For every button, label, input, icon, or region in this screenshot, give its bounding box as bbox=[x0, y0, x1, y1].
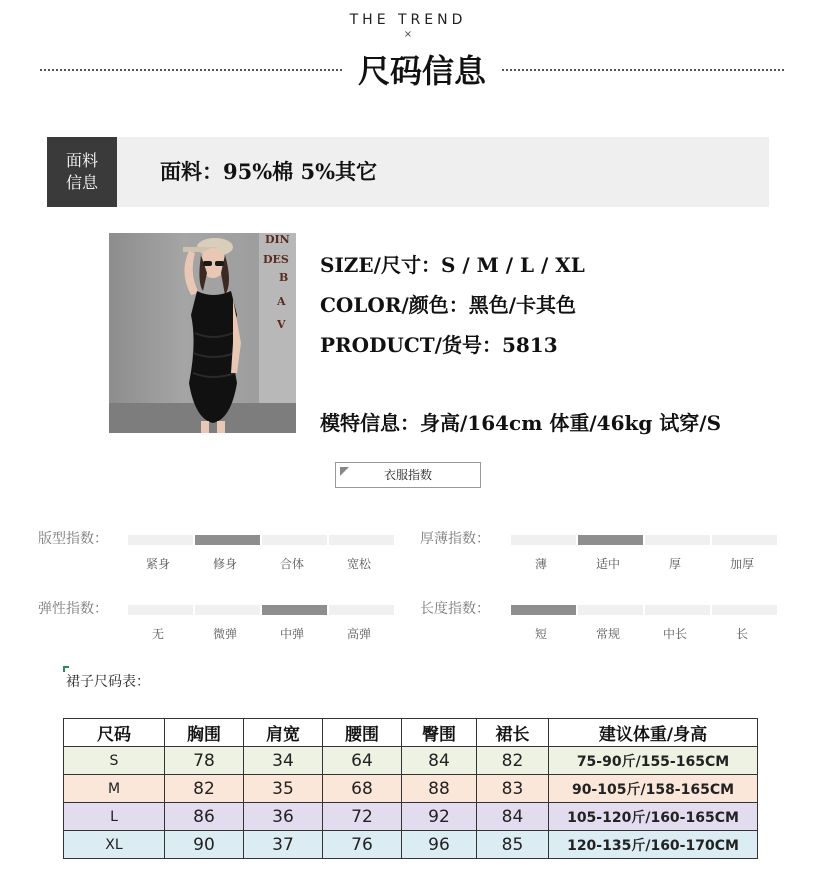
clothing-index-label: 衣服指数 bbox=[383, 468, 432, 482]
product-photo-illustration bbox=[109, 233, 296, 433]
index-segment bbox=[511, 535, 576, 545]
index-option-label: 修身 bbox=[212, 557, 237, 571]
index-option-label: 常规 bbox=[595, 627, 620, 641]
measurement-cell: 37 bbox=[244, 831, 323, 859]
index-option-label: 紧身 bbox=[145, 557, 170, 571]
index-option-label: 薄 bbox=[534, 557, 547, 571]
size-table bbox=[63, 718, 758, 859]
brand-mark: × bbox=[403, 29, 413, 40]
page-title: 尺码信息 bbox=[357, 52, 486, 90]
fabric-tag-label: 面料信息 bbox=[65, 151, 98, 192]
size-spec: SIZE/尺寸：S / M / L / XL bbox=[320, 253, 585, 277]
title-divider-left bbox=[40, 69, 342, 71]
recommendation-cell: 75-90斤/155-165CM bbox=[549, 747, 758, 775]
measurement-cell: 78 bbox=[165, 747, 244, 775]
measurement-cell: 88 bbox=[402, 775, 477, 803]
size-table-header bbox=[64, 719, 758, 747]
measurement-cell: 72 bbox=[323, 803, 402, 831]
title-divider-right bbox=[502, 69, 784, 71]
index-option-label: 合体 bbox=[279, 557, 304, 571]
header-skirt-length: 裙长 bbox=[477, 719, 549, 747]
index-option-label: 加厚 bbox=[729, 557, 754, 571]
measurement-cell: 36 bbox=[244, 803, 323, 831]
index-label: 版型指数： bbox=[38, 531, 108, 547]
index-segment bbox=[645, 605, 710, 615]
index-segment-selected bbox=[195, 535, 260, 545]
recommendation-cell: 90-105斤/158-165CM bbox=[549, 775, 758, 803]
size-table-row bbox=[64, 747, 758, 775]
header-bust: 胸围 bbox=[165, 719, 244, 747]
measurement-cell: 82 bbox=[165, 775, 244, 803]
fabric-tag bbox=[47, 137, 117, 207]
measurement-cell: 86 bbox=[165, 803, 244, 831]
clothing-index-button bbox=[335, 462, 481, 488]
header-recommendation: 建议体重/身高 bbox=[549, 719, 758, 747]
size-table-row bbox=[64, 775, 758, 803]
index-segment bbox=[195, 605, 260, 615]
index-option-label: 长 bbox=[735, 627, 748, 641]
recommendation-cell: 105-120斤/160-165CM bbox=[549, 803, 758, 831]
size-cell: XL bbox=[64, 831, 165, 859]
color-spec: COLOR/颜色：黑色/卡其色 bbox=[320, 293, 577, 317]
index-segment-selected bbox=[578, 535, 643, 545]
measurement-cell: 84 bbox=[402, 747, 477, 775]
size-table-caption: 裙子尺码表： bbox=[66, 674, 150, 690]
recommendation-cell: 120-135斤/160-170CM bbox=[549, 831, 758, 859]
index-option-label: 无 bbox=[151, 627, 164, 641]
index-option-label: 适中 bbox=[595, 557, 620, 571]
index-option-label: 宽松 bbox=[346, 557, 371, 571]
photo-sign-1: DIN bbox=[265, 233, 290, 246]
size-cell: M bbox=[64, 775, 165, 803]
product-number-spec: PRODUCT/货号：5813 bbox=[320, 333, 558, 357]
header-waist: 腰围 bbox=[323, 719, 402, 747]
index-segment-selected bbox=[262, 605, 327, 615]
photo-sign-5: V bbox=[277, 318, 286, 331]
index-segment bbox=[712, 535, 777, 545]
header-size: 尺码 bbox=[64, 719, 165, 747]
measurement-cell: 34 bbox=[244, 747, 323, 775]
photo-sign-2: DES bbox=[263, 253, 289, 266]
measurement-cell: 76 bbox=[323, 831, 402, 859]
product-photo bbox=[109, 233, 296, 433]
index-label: 弹性指数： bbox=[38, 601, 108, 617]
index-segment bbox=[712, 605, 777, 615]
index-option-label: 中长 bbox=[662, 627, 687, 641]
brand-name: THE TREND bbox=[349, 12, 467, 28]
fabric-text: 面料：95%棉 5%其它 bbox=[160, 159, 378, 184]
measurement-cell: 84 bbox=[477, 803, 549, 831]
index-segment bbox=[645, 535, 710, 545]
header-shoulder: 肩宽 bbox=[244, 719, 323, 747]
photo-sign-4: A bbox=[277, 295, 286, 308]
index-option-label: 高弹 bbox=[346, 627, 371, 641]
measurement-cell: 96 bbox=[402, 831, 477, 859]
index-segment bbox=[128, 535, 193, 545]
size-cell: L bbox=[64, 803, 165, 831]
photo-sign-3: B bbox=[279, 271, 289, 284]
index-segment bbox=[329, 605, 394, 615]
index-label: 厚薄指数： bbox=[420, 531, 490, 547]
index-label: 长度指数： bbox=[420, 601, 490, 617]
measurement-cell: 64 bbox=[323, 747, 402, 775]
fabric-band bbox=[47, 137, 769, 207]
model-info-spec: 模特信息：身高/164cm 体重/46kg 试穿/S bbox=[320, 411, 722, 435]
measurement-cell: 92 bbox=[402, 803, 477, 831]
measurement-cell: 82 bbox=[477, 747, 549, 775]
index-segment-selected bbox=[511, 605, 576, 615]
index-segment bbox=[262, 535, 327, 545]
index-option-label: 微弹 bbox=[212, 627, 237, 641]
measurement-cell: 35 bbox=[244, 775, 323, 803]
size-table-row bbox=[64, 803, 758, 831]
size-table-row bbox=[64, 831, 758, 859]
header-hip: 臀围 bbox=[402, 719, 477, 747]
measurement-cell: 90 bbox=[165, 831, 244, 859]
index-option-label: 中弹 bbox=[279, 627, 304, 641]
size-cell: S bbox=[64, 747, 165, 775]
index-segment bbox=[578, 605, 643, 615]
index-segment bbox=[128, 605, 193, 615]
index-option-label: 短 bbox=[534, 627, 547, 641]
index-segment bbox=[329, 535, 394, 545]
measurement-cell: 68 bbox=[323, 775, 402, 803]
measurement-cell: 83 bbox=[477, 775, 549, 803]
index-option-label: 厚 bbox=[668, 557, 681, 571]
corner-triangle-icon bbox=[340, 467, 349, 476]
measurement-cell: 85 bbox=[477, 831, 549, 859]
